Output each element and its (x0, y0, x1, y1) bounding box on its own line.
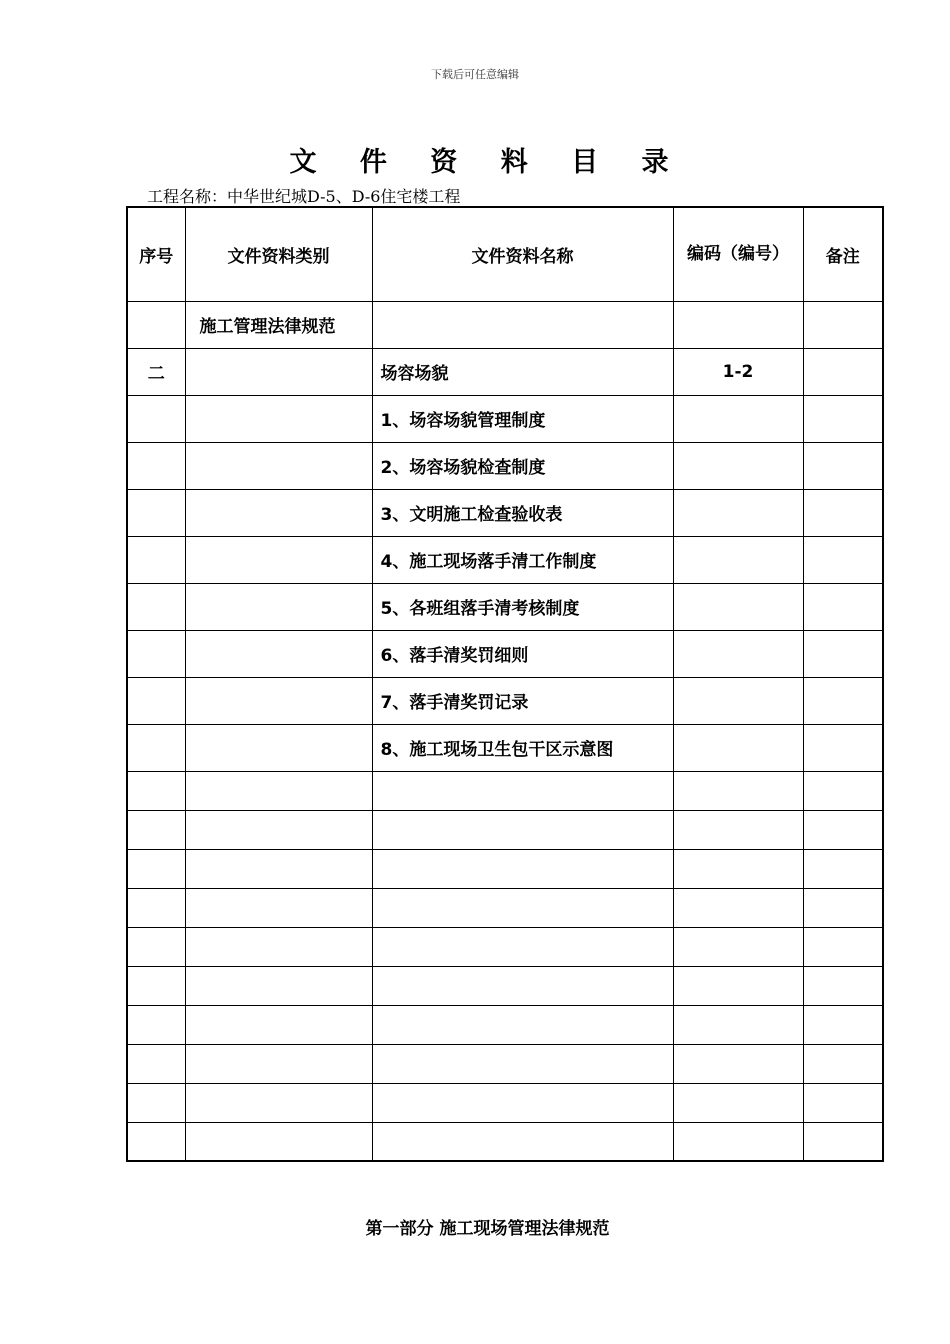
cell-remark (803, 489, 883, 536)
cell-seq (127, 630, 185, 677)
cell-remark (803, 536, 883, 583)
table-row (127, 489, 883, 536)
empty-cell (185, 1005, 372, 1044)
section-title: 第一部分 施工现场管理法律规范 (365, 1219, 610, 1239)
cell-code: 1-2 (673, 348, 803, 395)
empty-table-row (127, 927, 883, 966)
project-name: 工程名称：中华世纪城D-5、D-6住宅楼工程 (147, 187, 461, 206)
empty-cell (372, 1044, 673, 1083)
cell-remark (803, 442, 883, 489)
cell-seq (127, 301, 185, 348)
cell-name: 7、落手清奖罚记录 (372, 677, 673, 724)
empty-cell (185, 888, 372, 927)
cell-name: 5、各班组落手清考核制度 (372, 583, 673, 630)
cell-seq (127, 395, 185, 442)
cell-remark (803, 724, 883, 771)
cell-remark (803, 395, 883, 442)
empty-cell (127, 849, 185, 888)
empty-cell (803, 1122, 883, 1161)
header-remark: 备注 (803, 207, 883, 301)
empty-cell (673, 810, 803, 849)
table-row (127, 348, 883, 395)
table-row (127, 301, 883, 348)
empty-cell (372, 810, 673, 849)
empty-cell (372, 927, 673, 966)
header-seq: 序号 (127, 207, 185, 301)
cell-code (673, 489, 803, 536)
empty-cell (673, 927, 803, 966)
cell-seq (127, 583, 185, 630)
cell-name: 2、场容场貌检查制度 (372, 442, 673, 489)
empty-cell (803, 966, 883, 1005)
cell-remark (803, 583, 883, 630)
cell-name: 8、施工现场卫生包干区示意图 (372, 724, 673, 771)
empty-cell (803, 810, 883, 849)
empty-cell (803, 1083, 883, 1122)
cell-seq (127, 724, 185, 771)
cell-code (673, 583, 803, 630)
header-code (673, 207, 803, 301)
empty-cell (127, 1122, 185, 1161)
empty-cell (127, 927, 185, 966)
cell-category (185, 536, 372, 583)
empty-cell (372, 966, 673, 1005)
empty-table-row (127, 771, 883, 810)
cell-code (673, 724, 803, 771)
empty-cell (673, 1122, 803, 1161)
cell-remark (803, 630, 883, 677)
cell-remark (803, 677, 883, 724)
header-category: 文件资料类别 (185, 207, 372, 301)
empty-cell (803, 849, 883, 888)
cell-category (185, 348, 372, 395)
empty-cell (185, 849, 372, 888)
table-row (127, 724, 883, 771)
cell-category (185, 395, 372, 442)
table-header-row (127, 207, 883, 301)
empty-cell (127, 771, 185, 810)
header-note: 下载后可任意编辑 (431, 68, 519, 81)
cell-seq (127, 677, 185, 724)
cell-seq: 二 (127, 348, 185, 395)
empty-cell (127, 966, 185, 1005)
empty-cell (185, 1083, 372, 1122)
header-code-text: 编码（编号） (687, 244, 789, 265)
empty-cell (127, 1044, 185, 1083)
empty-cell (185, 927, 372, 966)
empty-cell (372, 888, 673, 927)
empty-cell (673, 1044, 803, 1083)
empty-cell (185, 1044, 372, 1083)
cell-code (673, 677, 803, 724)
cell-code (673, 630, 803, 677)
empty-cell (803, 771, 883, 810)
empty-cell (803, 888, 883, 927)
cell-code (673, 442, 803, 489)
cell-code (673, 536, 803, 583)
empty-cell (127, 810, 185, 849)
table-row (127, 395, 883, 442)
cell-name: 4、施工现场落手清工作制度 (372, 536, 673, 583)
empty-cell (372, 1122, 673, 1161)
page-title: 文 件 资 料 目 录 (289, 147, 686, 178)
empty-cell (803, 1044, 883, 1083)
cell-remark (803, 348, 883, 395)
cell-category (185, 677, 372, 724)
cell-name: 场容场貌 (372, 348, 673, 395)
empty-cell (372, 849, 673, 888)
table-row (127, 442, 883, 489)
empty-cell (127, 1005, 185, 1044)
cell-seq (127, 536, 185, 583)
empty-cell (185, 1122, 372, 1161)
empty-cell (185, 966, 372, 1005)
table-row (127, 536, 883, 583)
empty-table-row (127, 1122, 883, 1161)
table-row (127, 630, 883, 677)
cell-name: 1、场容场貌管理制度 (372, 395, 673, 442)
empty-table-row (127, 849, 883, 888)
empty-cell (673, 888, 803, 927)
empty-cell (803, 927, 883, 966)
cell-name: 3、文明施工检查验收表 (372, 489, 673, 536)
empty-cell (372, 1083, 673, 1122)
empty-table-row (127, 1005, 883, 1044)
empty-cell (372, 771, 673, 810)
empty-cell (803, 1005, 883, 1044)
cell-category (185, 630, 372, 677)
empty-cell (127, 1083, 185, 1122)
empty-cell (673, 771, 803, 810)
cell-category: 施工管理法律规范 (185, 301, 372, 348)
table-row (127, 583, 883, 630)
cell-category (185, 442, 372, 489)
empty-cell (673, 1005, 803, 1044)
table-row (127, 677, 883, 724)
empty-cell (673, 1083, 803, 1122)
cell-name (372, 301, 673, 348)
empty-table-row (127, 966, 883, 1005)
header-name: 文件资料名称 (372, 207, 673, 301)
cell-name: 6、落手清奖罚细则 (372, 630, 673, 677)
cell-seq (127, 442, 185, 489)
empty-table-row (127, 1044, 883, 1083)
cell-code (673, 301, 803, 348)
cell-remark (803, 301, 883, 348)
empty-table-row (127, 888, 883, 927)
cell-category (185, 724, 372, 771)
empty-table-row (127, 1083, 883, 1122)
empty-cell (673, 849, 803, 888)
empty-cell (372, 1005, 673, 1044)
cell-code (673, 395, 803, 442)
empty-cell (185, 810, 372, 849)
empty-cell (185, 771, 372, 810)
empty-cell (127, 888, 185, 927)
document-catalog-table (126, 206, 884, 1162)
cell-seq (127, 489, 185, 536)
empty-table-row (127, 810, 883, 849)
cell-category (185, 489, 372, 536)
empty-cell (673, 966, 803, 1005)
cell-category (185, 583, 372, 630)
